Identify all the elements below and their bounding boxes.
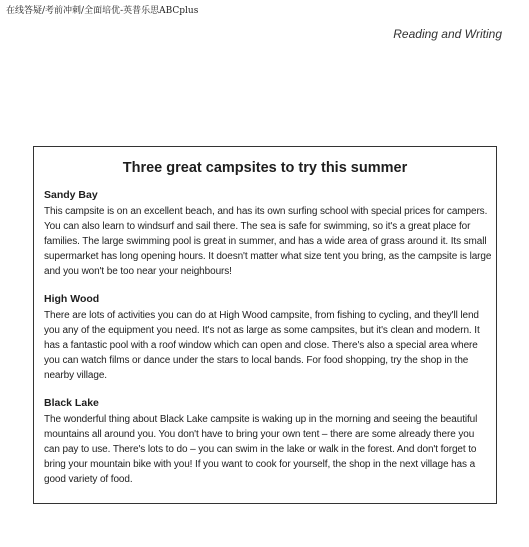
campsite-description: This campsite is on an excellent beach, and has its own surfing school with special prices for campers. You can also learn to windsurf and sail there. The sea is safe for swimming, so it's a great place for families. The large swimming pool is great in summer, and has a wide area of grass around it. Its small supermarket has long opening hours. It doesn't matter what size tent you bring, as the campsite is large and you won't be too near your neighbours!	[44, 206, 492, 277]
section-header: Reading and Writing	[393, 27, 502, 41]
article-title: Three great campsites to try this summer	[122, 160, 408, 176]
campsite-black-lake	[44, 397, 496, 487]
campsite-description: There are lots of activities you can do at High Wood campsite, from fishing to cycling, and they'll lend you any of the equipment you need. It's not as large as some campsites, but it's clean and modern. It has a fantastic pool with a roof window which can open and close. There's also a special area where you can watch films or dance under the stars to local bands. For food shopping, try the shop in the nearby village.	[44, 310, 480, 381]
campsite-name: Black Lake	[44, 397, 99, 409]
watermark-banner: 在线答疑/考前冲刺/全面培优-英普乐思ABCplus	[6, 6, 199, 16]
article-box	[33, 146, 497, 504]
campsite-sandy-bay	[44, 189, 496, 279]
campsite-name: Sandy Bay	[44, 189, 98, 201]
campsite-high-wood	[44, 293, 496, 383]
campsite-name: High Wood	[44, 293, 100, 305]
campsite-description: The wonderful thing about Black Lake campsite is waking up in the morning and seeing the beautiful mountains all around you. You don't have to bring your own tent – there are some already there you can pay to use. There's lots to do – you can swim in the lake or walk in the forest. And don't forget to bring your mountain bike with you! If you want to cook for yourself, the shop in the next village has a good variety of food.	[44, 414, 478, 485]
